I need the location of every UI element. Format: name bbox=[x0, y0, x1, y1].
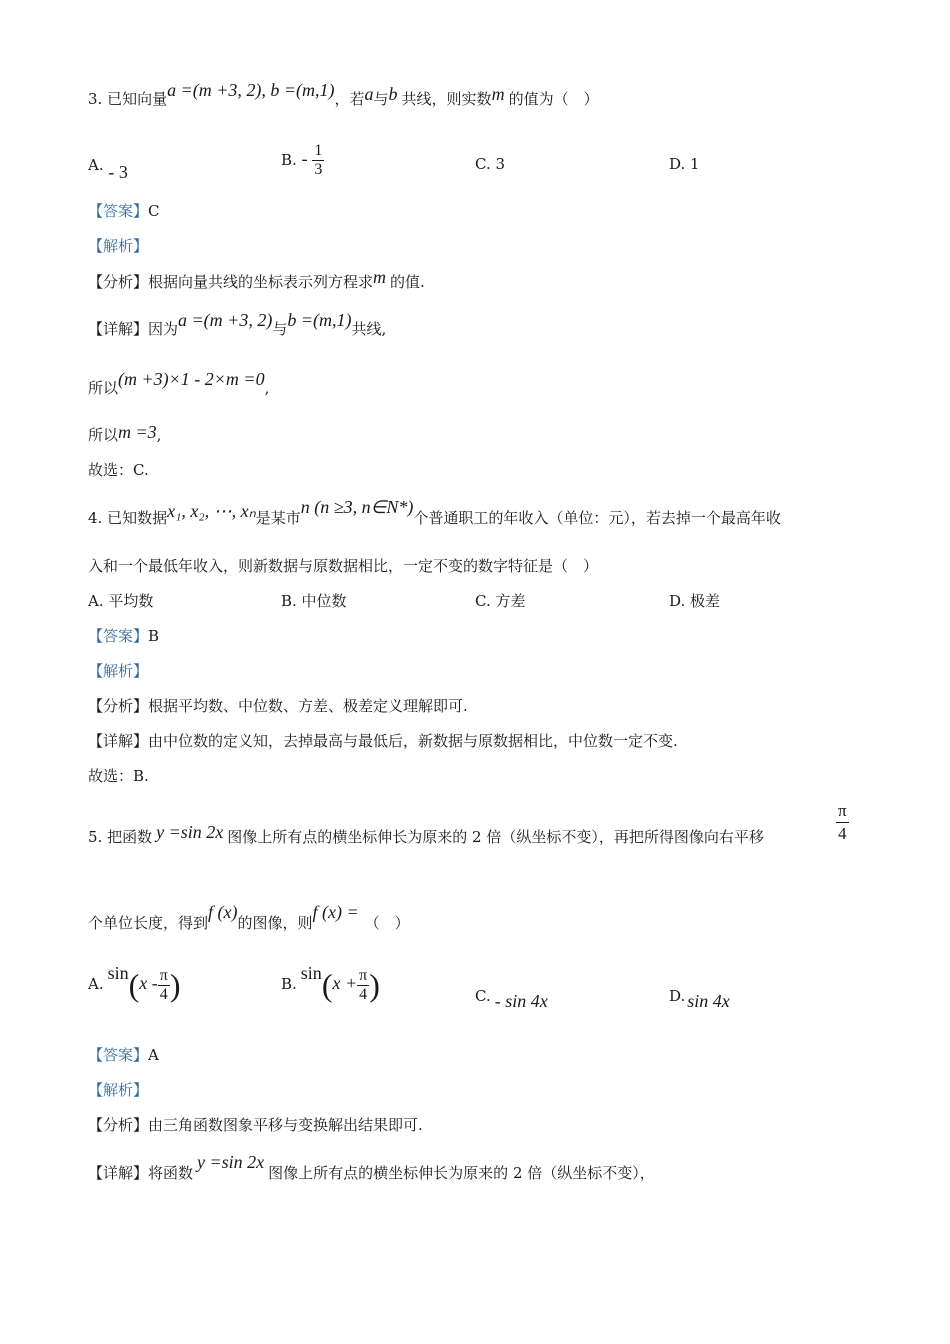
right-paren: ) bbox=[169, 967, 181, 1003]
xiangjie-text: , bbox=[264, 379, 270, 397]
option-fn: sin bbox=[107, 963, 129, 983]
q4-n-expression: n (n ≥3, n∈N*) bbox=[300, 497, 414, 517]
q3-var-m: m bbox=[491, 84, 505, 104]
q3-option-c: C. 3 bbox=[475, 155, 506, 173]
answer-value: C bbox=[148, 202, 160, 220]
q3-conclusion: 故选：C. bbox=[88, 461, 149, 479]
q4-option-d: D. 极差 bbox=[669, 592, 721, 610]
answer-tag: 【答案】 bbox=[88, 627, 149, 645]
xiangjie-text: 由中位数的定义知，去掉最高与最低后，新数据与原数据相比，中位数一定不变. bbox=[148, 732, 678, 750]
option-fraction bbox=[357, 967, 369, 1004]
fraction-denominator: 4 bbox=[359, 985, 368, 1003]
answer-value: B bbox=[148, 627, 160, 645]
q5-stem-line1 bbox=[88, 822, 764, 847]
q4-stem-line2: 入和一个最低年收入，则新数据与原数据相比，一定不变的数字特征是（ ） bbox=[88, 557, 599, 575]
xiangjie-text: 所以 bbox=[88, 426, 119, 444]
fenxi-tag: 【分析】 bbox=[88, 697, 149, 715]
right-paren: ) bbox=[369, 967, 380, 1003]
fraction-denominator: 4 bbox=[838, 824, 847, 843]
option-label: A. bbox=[88, 975, 104, 993]
q3-option-a bbox=[88, 154, 128, 182]
answer-value: A bbox=[148, 1046, 159, 1064]
answer-tag: 【答案】 bbox=[88, 1046, 149, 1064]
xiangjie-text: 与 bbox=[272, 320, 288, 338]
answer-tag: 【答案】 bbox=[88, 202, 149, 220]
q4-option-c: C. 方差 bbox=[475, 592, 526, 610]
q3-xiangjie-line1 bbox=[88, 310, 387, 339]
fenxi-text: 根据向量共线的坐标表示列方程求 bbox=[148, 273, 374, 291]
fraction-numerator: π bbox=[159, 966, 168, 984]
q3-xiangjie-line2 bbox=[88, 369, 270, 398]
q5-fx-equals: f (x) = bbox=[312, 902, 359, 922]
option-var: x + bbox=[332, 973, 358, 993]
xiangjie-text: 图像上所有点的横坐标伸长为原来的 2 倍（纵坐标不变）， bbox=[268, 1164, 655, 1182]
q4-data-expression: x₁, x₂, ⋯, xₙ bbox=[167, 501, 256, 521]
fraction-numerator: π bbox=[836, 800, 849, 823]
q5-stem-prefix: 5. 把函数 bbox=[88, 828, 153, 846]
q3-stem bbox=[88, 80, 599, 109]
q5-option-a bbox=[88, 960, 181, 1008]
q5-stem-text: （ ） bbox=[364, 914, 410, 932]
q4-stem-prefix: 4. 已知数据 bbox=[88, 509, 168, 527]
option-label: C. bbox=[475, 987, 491, 1005]
q5-analysis-heading: 【解析】 bbox=[88, 1081, 149, 1099]
option-label: A. bbox=[88, 156, 104, 174]
q4-option-a: A. 平均数 bbox=[88, 592, 154, 610]
xiangjie-math: (m +3)×1 - 2×m =0 bbox=[118, 369, 265, 389]
q3-vector-expression: a =(m +3, 2), b =(m,1) bbox=[167, 80, 335, 100]
xiangjie-math: a =(m +3, 2) bbox=[178, 310, 273, 330]
fraction-numerator: π bbox=[359, 966, 368, 984]
fenxi-text: 由三角函数图象平移与变换解出结果即可. bbox=[148, 1116, 423, 1134]
fenxi-var: m bbox=[373, 267, 387, 287]
q5-fenxi bbox=[88, 1115, 423, 1135]
left-paren: ( bbox=[321, 967, 333, 1003]
fraction-denominator: 3 bbox=[314, 161, 323, 178]
xiangjie-math: b =(m,1) bbox=[287, 310, 352, 330]
option-label: D. bbox=[669, 987, 686, 1005]
q5-option-b bbox=[281, 960, 380, 1008]
option-value: sin 4x bbox=[687, 991, 730, 1011]
xiangjie-text: 将函数 bbox=[148, 1164, 194, 1182]
fenxi-text: 根据平均数、中位数、方差、极差定义理解即可. bbox=[148, 697, 468, 715]
xiangjie-text: 因为 bbox=[148, 320, 179, 338]
q4-option-b: B. 中位数 bbox=[281, 592, 347, 610]
q5-fx: f (x) bbox=[208, 902, 238, 922]
xiangjie-math: y =sin 2x bbox=[197, 1152, 265, 1172]
q5-stem-text: 的图像，则 bbox=[237, 914, 313, 932]
option-value: - 3 bbox=[108, 162, 128, 182]
q4-fenxi bbox=[88, 696, 468, 716]
option-label: B. bbox=[281, 150, 297, 169]
fenxi-tag: 【分析】 bbox=[88, 273, 149, 291]
q4-stem-line1 bbox=[88, 497, 781, 528]
q5-option-d bbox=[669, 985, 730, 1011]
q4-xiangjie bbox=[88, 731, 678, 751]
q4-conclusion: 故选：B. bbox=[88, 767, 149, 785]
option-label: B. bbox=[281, 975, 297, 993]
xiangjie-tag: 【详解】 bbox=[88, 1164, 149, 1182]
q3-stem-text: ，若 bbox=[334, 90, 365, 108]
q3-xiangjie-line3 bbox=[88, 424, 161, 445]
q3-fenxi bbox=[88, 267, 425, 292]
q4-stem-text: 是某市 bbox=[255, 509, 301, 527]
option-value: - sin 4x bbox=[494, 991, 548, 1011]
xiangjie-text: 所以 bbox=[88, 379, 119, 397]
q5-shift-fraction bbox=[836, 800, 849, 845]
fenxi-end: 的值. bbox=[390, 273, 425, 291]
q3-var-b: b bbox=[388, 84, 398, 104]
q4-analysis-heading: 【解析】 bbox=[88, 662, 149, 680]
option-var: x - bbox=[139, 973, 158, 993]
q3-answer bbox=[88, 201, 160, 221]
option-sign: - bbox=[301, 148, 308, 169]
q5-answer bbox=[88, 1045, 159, 1065]
q4-stem-suffix: 个普通职工的年收入（单位：元），若去掉一个最高年收 bbox=[413, 509, 781, 527]
q5-option-c bbox=[475, 985, 548, 1011]
q3-option-d: D. 1 bbox=[669, 155, 700, 173]
q4-answer bbox=[88, 626, 159, 646]
q5-function-expression: y =sin 2x bbox=[156, 822, 224, 842]
fraction-numerator: 1 bbox=[314, 142, 323, 159]
option-fn: sin bbox=[300, 963, 322, 983]
q3-stem-suffix: 的值为（ ） bbox=[508, 90, 599, 108]
xiangjie-math: m =3 bbox=[118, 422, 157, 442]
q3-var-a: a bbox=[364, 84, 374, 104]
option-fraction bbox=[158, 967, 170, 1004]
q3-stem-text: 与 bbox=[373, 90, 389, 108]
xiangjie-text: , bbox=[156, 426, 162, 444]
q3-option-b bbox=[281, 142, 324, 179]
xiangjie-tag: 【详解】 bbox=[88, 732, 149, 750]
fraction-denominator: 4 bbox=[159, 985, 168, 1003]
q3-stem-prefix: 3. 已知向量 bbox=[88, 90, 168, 108]
q3-stem-text: 共线，则实数 bbox=[401, 90, 492, 108]
xiangjie-text: 共线, bbox=[351, 320, 387, 338]
left-paren: ( bbox=[128, 967, 140, 1003]
q3-analysis-heading: 【解析】 bbox=[88, 237, 149, 255]
q5-xiangjie bbox=[88, 1152, 655, 1183]
xiangjie-tag: 【详解】 bbox=[88, 320, 149, 338]
q5-stem-line2 bbox=[88, 902, 410, 933]
q5-stem-text: 个单位长度，得到 bbox=[88, 914, 209, 932]
fenxi-tag: 【分析】 bbox=[88, 1116, 149, 1134]
q3-option-b-fraction bbox=[312, 142, 324, 179]
q5-stem-suffix: 图像上所有点的横坐标伸长为原来的 2 倍（纵坐标不变），再把所得图像向右平移 bbox=[227, 828, 764, 846]
